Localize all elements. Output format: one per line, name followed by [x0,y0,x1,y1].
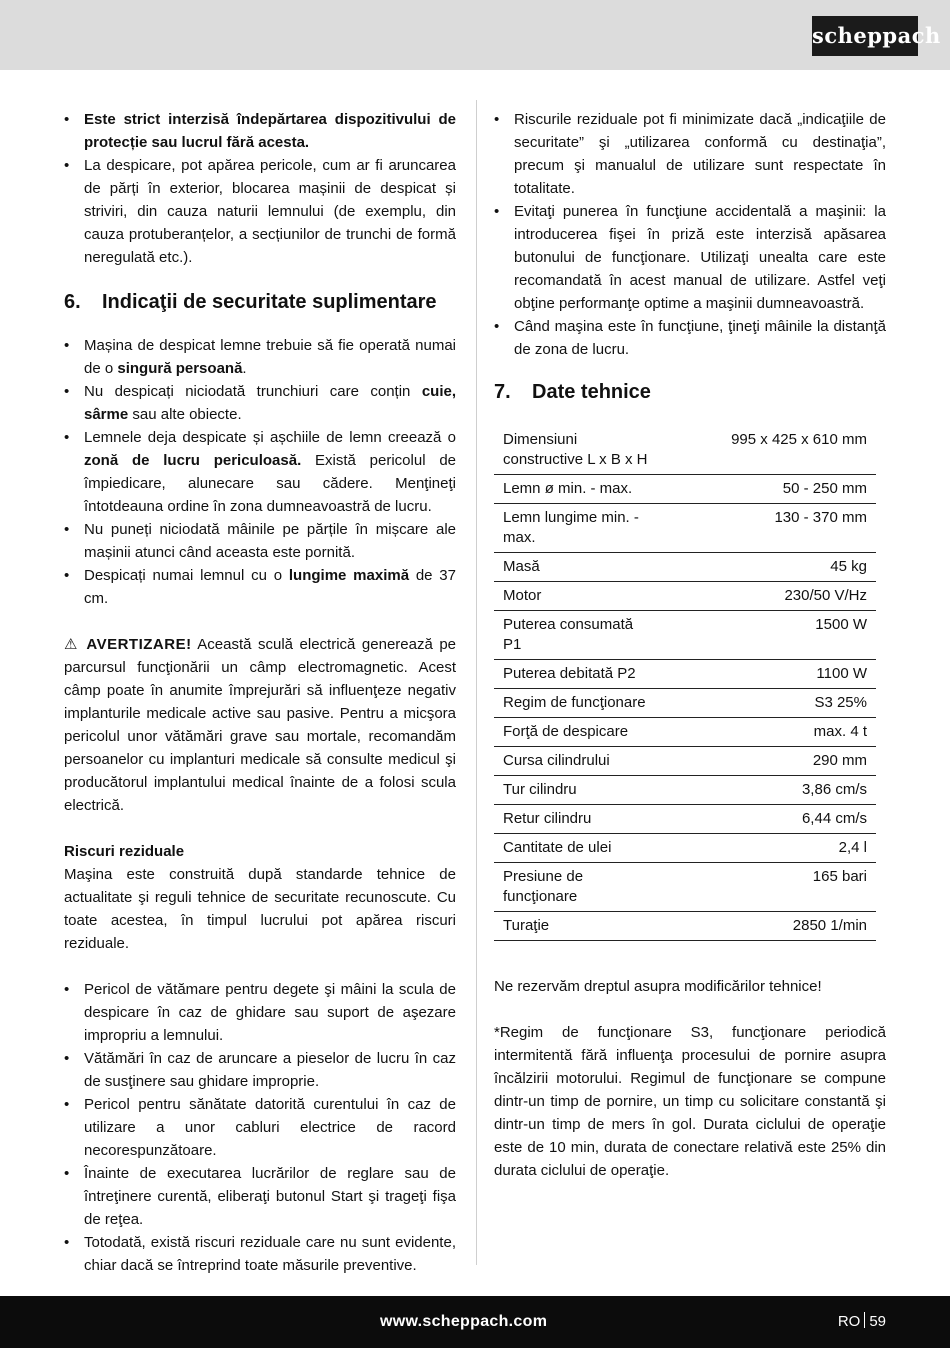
spec-label: Tur cilindru [494,776,662,805]
spec-label: Retur cilindru [494,805,662,834]
spec-value: 995 x 425 x 610 mm [662,426,876,475]
section-6-heading: 6. Indicaţii de securitate suplimentare [64,291,437,313]
list-item: • Mașina de despicat lemne trebuie să fie operată numai de o singură persoană. [64,337,456,377]
spec-value: 290 mm [662,747,876,776]
list-item: • Pericol pentru sănătate datorită curentului în caz de utilizare a unor cabluri electrice de racord necorespunzătoare. [64,1096,456,1159]
spec-label: Puterea debitată P2 [494,660,662,689]
list-item: • La despicare, pot apărea pericole, cum ar fi aruncarea de părți în exterior, blocarea mașinii de despicat și striviri, din cauza naturii lemnului (de exemplu, din cauza protuberanțelor, a secțiunilor de trunchi de formă neregulată etc.). [64,157,456,266]
right-bullet-list [494,108,886,361]
spec-label: Motor [494,582,662,611]
list-item: • Lemnele deja despicate și așchiile de lemn creează o zonă de lucru periculoasă. Există pericolul de împiedicare, alunecare sau cădere. Menţineţi întotdeauna ordine în zona dumneavoastră de lucru. [64,429,456,515]
table-row [494,863,876,912]
technical-data-table [494,426,876,941]
spec-label: Cursa cilindrului [494,747,662,776]
spec-value: 6,44 cm/s [662,805,876,834]
top-bullet-list [64,108,456,269]
technical-changes-note: Ne rezervăm dreptul asupra modificărilor tehnice! [494,978,822,995]
warning-label: AVERTIZARE! [86,636,192,653]
scheppach-logo: scheppach [812,16,918,56]
spec-label: Cantitate de ulei [494,834,662,863]
spec-label: Lemn lungime min. - max. [494,504,662,553]
table-row [494,834,876,863]
table-row [494,747,876,776]
list-item: • Este strict interzisă îndepărtarea dispozitivului de protecție sau lucrul fără acesta. [64,111,456,151]
list-item: • Riscurile reziduale pot fi minimizate dacă „indicaţiile de securitate” şi „utilizarea conformă cu destinaţia”, precum şi manualul de utilizare sunt respectate în totalitate. [494,111,886,197]
list-item: • Nu despicați niciodată trunchiuri care conțin cuie, sârme sau alte obiecte. [64,383,456,423]
table-row [494,776,876,805]
spec-label: Presiune de funcţionare [494,863,662,912]
list-item: • Vătămări în caz de aruncare a pieselor de lucru în caz de susţinere sau ghidare improprie. [64,1050,456,1090]
right-column [494,108,886,1182]
list-item: • Totodată, există riscuri reziduale care nu sunt evidente, chiar dacă se întreprind toate măsurile preventive. [64,1234,456,1274]
spec-value: 230/50 V/Hz [662,582,876,611]
list-item: • Evitaţi punerea în funcţiune accidentală a maşinii: la introducerea fişei în priză este interzisă apăsarea butonului de funcţionare. Utilizaţi unealta care este recomandată în acest manual de utilizare. Astfel veţi obţine performanţe optime a maşinii dumneavoastră. [494,203,886,312]
spec-value: 50 - 250 mm [662,475,876,504]
spec-value: S3 25% [662,689,876,718]
spec-value: 130 - 370 mm [662,504,876,553]
list-item: • Pericol de vătămare pentru degete şi mâini la scula de despicare în caz de ghidare sau suport de aşezare impropriu a lemnului. [64,981,456,1044]
list-item: • Înainte de executarea lucrărilor de reglare sau de întreţinere curentă, eliberaţi butonul Start şi trageţi fişa de reţea. [64,1165,456,1228]
table-row [494,582,876,611]
section-7-heading: 7. Date tehnice [494,381,651,403]
residual-risks-text: Maşina este construită după standarde tehnice de actualitate şi reguli tehnice de securitate recunoscute. Cu toate acestea, în timpul lucrului pot apărea riscuri reziduale. [64,866,456,952]
table-row [494,805,876,834]
residual-bullet-list [64,978,456,1277]
safety-bullet-list [64,334,456,610]
duty-cycle-note: *Regim de funcţionare S3, funcţionare periodică intermitentă fără influenţa procesului de pornire asupra încălzirii motorului. Regimul de funcţionare se compune dintr-un timp de pornire, un timp cu solicitare constantă şi dintr-un timp de mers în gol. Durata ciclului de operaţie este de 10 min, durata de conectare relativă este 25% din durata ciclului de operaţie. [494,1024,886,1179]
spec-value: 3,86 cm/s [662,776,876,805]
spec-value: 2,4 l [662,834,876,863]
spec-label: Regim de funcţionare [494,689,662,718]
residual-risks-title: Riscuri reziduale [64,843,185,860]
spec-value: 2850 1/min [662,912,876,941]
table-row [494,504,876,553]
table-row [494,426,876,475]
page-header [0,0,950,70]
table-row [494,912,876,941]
spec-label: Lemn ø min. - max. [494,475,662,504]
page-indicator: RO 59 [837,1313,886,1330]
table-row [494,553,876,582]
table-row [494,475,876,504]
warning-icon: ⚠ [64,636,80,653]
spec-label: Forţă de despicare [494,718,662,747]
spec-label: Turaţie [494,912,662,941]
table-row [494,660,876,689]
spec-value: 1500 W [662,611,876,660]
spec-value: 1100 W [662,660,876,689]
list-item: • Când maşina este în funcţiune, ţineţi mâinile la distanţă de zona de lucru. [494,318,886,358]
spec-label: Masă [494,553,662,582]
website-link[interactable]: www.scheppach.com [380,1313,548,1330]
spec-value: 165 bari [662,863,876,912]
table-row [494,689,876,718]
column-divider [476,100,477,1265]
spec-label: Dimensiuni constructive L x B x H [494,426,662,475]
spec-label: Puterea consumată P1 [494,611,662,660]
table-row [494,718,876,747]
page-footer [0,1296,950,1348]
list-item: • Despicați numai lemnul cu o lungime maximă de 37 cm. [64,567,456,607]
warning-paragraph: ⚠ AVERTIZARE! Această sculă electrică generează pe parcursul funcţionării un câmp electromagnetic. Acest câmp poate în anumite împrejurări să influenţeze negativ implanturile medicale active sau pasive. Pentru a micşora pericolul unor vătămări grave sau mortale, recomandăm persoanelor cu implanturi medicale să consulte medicul şi producătorul implantului medical înainte de a folosi scula electrică. [64,636,457,814]
left-column [64,108,456,1277]
spec-value: max. 4 t [662,718,876,747]
spec-value: 45 kg [662,553,876,582]
list-item: • Nu puneți niciodată mâinile pe părțile în mișcare ale mașinii atunci când aceasta este pornită. [64,521,456,561]
table-row [494,611,876,660]
